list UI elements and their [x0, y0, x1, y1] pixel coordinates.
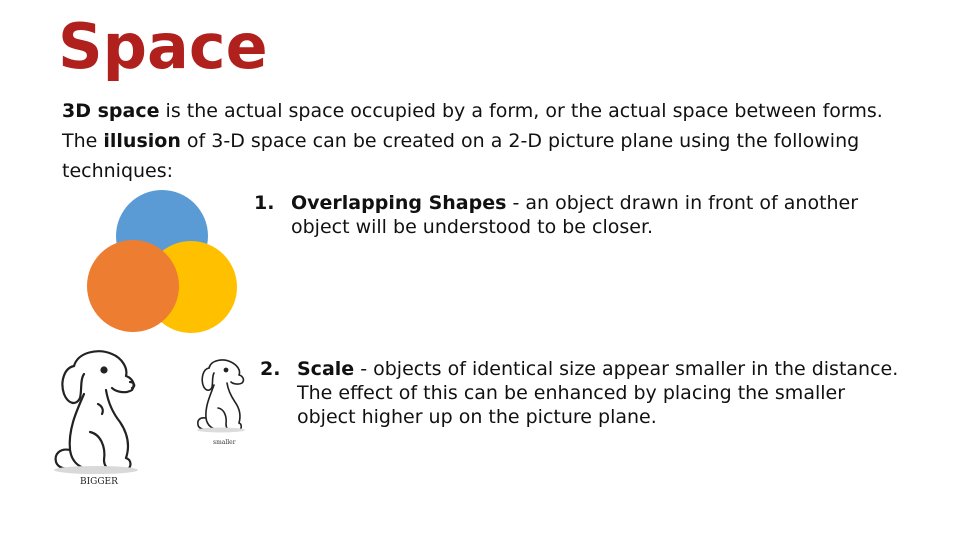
list-item-line2: The effect of this can be enhanced by placing the smaller — [297, 382, 846, 404]
circle-orange — [87, 240, 179, 332]
dog-big-illustration — [46, 346, 156, 486]
intro-text-2: of 3-D space can be created on a 2-D picture plane using the following techniques: — [62, 130, 860, 182]
intro-term-illusion: illusion — [103, 130, 181, 152]
intro-term-3d-space: 3D space — [62, 100, 160, 122]
list-item-line1: - objects of identical size appear smaller in the distance. — [354, 358, 899, 380]
dog-big-caption: BIGGER — [80, 477, 118, 487]
list-item-number: 2. — [260, 358, 281, 380]
list-item-line2: object will be understood to be closer. — [291, 216, 654, 238]
list-item-term: Overlapping Shapes — [291, 192, 507, 214]
dog-small-illustration — [193, 356, 253, 446]
list-item-line3: object higher up on the picture plane. — [297, 406, 657, 428]
list-item-line1: - an object drawn in front of another — [506, 192, 859, 214]
list-item-term: Scale — [297, 358, 355, 380]
slide-title: Space — [58, 10, 268, 83]
dog-small-caption: smaller — [213, 439, 236, 446]
list-item-number: 1. — [254, 192, 275, 214]
intro-text-1: is the actual space occupied by a form, or the actual space between forms. The — [62, 100, 883, 152]
